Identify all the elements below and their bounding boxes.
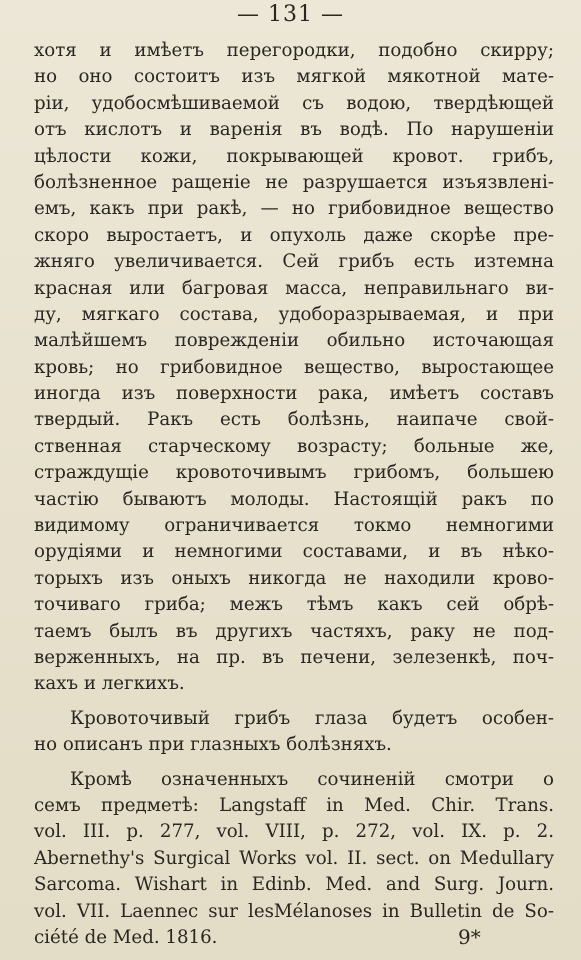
text-line: Sarcoma. Wishart in Edinb. Med. and Surg. Journ. — [34, 874, 554, 896]
text-line: Кровоточивый грибъ глаза будетъ особен- — [70, 707, 554, 729]
text-line: твердый. Ракъ есть болѣзнь, наипаче свой- — [34, 409, 554, 431]
text-line: точиваго гриба; межъ тѣмъ какъ сей обрѣ- — [34, 594, 554, 616]
text-line: частiю бываютъ молоды. Настоящiй ракъ по — [34, 488, 554, 510]
text-line: иногда изъ поверхности рака, имѣетъ составъ — [34, 383, 554, 405]
paragraph-3 — [34, 767, 554, 952]
text-line: кровь; но грибовидное вещество, выростающее — [34, 356, 554, 378]
text-line: Abernethy's Surgical Works vol. II. sect. on Medullary — [34, 847, 554, 869]
text-line: хотя и имѣетъ перегородки, подобно скирру; — [34, 40, 554, 61]
page-body — [34, 38, 554, 951]
text-line: vol. VII. Laennec sur lesMélanoses in Bulletin de So- — [34, 900, 554, 922]
text-line: ственная старческому возрасту; больные же, — [34, 435, 554, 457]
text-line: но описанъ при глазныхъ болѣзняхъ. — [34, 734, 392, 756]
text-line: ciété de Med. 1816. — [34, 926, 218, 948]
text-line: цѣлости кожи, покрывающей кровот. грибъ, — [34, 145, 554, 167]
text-line: красная или багровая масса, неправильнаго ви- — [34, 277, 554, 299]
signature-mark: 9* — [458, 925, 481, 949]
text-line: vol. III. p. 277, vol. VIII, p. 272, vol. IX. p. 2. — [34, 821, 554, 843]
text-line: таемъ былъ въ другихъ частяхъ, раку не под- — [34, 620, 554, 642]
text-line: кахъ и легкихъ. — [34, 673, 185, 695]
text-line: орудiями и немногими составами, и въ нѣко- — [34, 541, 554, 563]
text-line: жняго увеличивается. Сей грибъ есть изтемна — [34, 251, 554, 273]
text-line: торыхъ изъ оныхъ никогда не находили крово- — [34, 567, 554, 589]
paragraph-2 — [34, 706, 554, 759]
text-line: ду, мягкаго состава, удоборазрываемая, и при — [34, 303, 554, 325]
text-line: болѣзненное ращенiе не разрушается изъязвленi- — [34, 171, 554, 193]
text-line: рiи, удобосмѣшиваемой съ водою, твердѣющей — [34, 92, 554, 114]
text-line: семъ предметѣ: Langstaff in Med. Chir. Trans. — [34, 794, 554, 816]
text-line: скоро выростаетъ, и опухоль даже скорѣе пре- — [34, 224, 554, 246]
paragraph-1 — [34, 38, 554, 698]
text-line: страждущiе кровоточивымъ грибомъ, большею — [34, 462, 554, 484]
text-line: верженныхъ, на пр. въ печени, зелезенкѣ, поч- — [34, 646, 554, 668]
text-line: видимому ограничивается токмо немногими — [34, 515, 554, 537]
text-line: но оно состоитъ изъ мягкой мякотной мате- — [34, 66, 554, 88]
text-line: емъ, какъ при ракѣ, — но грибовидное вещество — [34, 198, 554, 220]
text-line: отъ кислотъ и варенiя въ водѣ. По нарушенiи — [34, 119, 554, 141]
page-number-header: — 131 — — [237, 2, 344, 27]
text-line: малѣйшемъ поврежденiи обильно источающая — [34, 330, 554, 352]
text-line: Кромѣ означенныхъ сочиненiй смотри о — [70, 768, 554, 790]
